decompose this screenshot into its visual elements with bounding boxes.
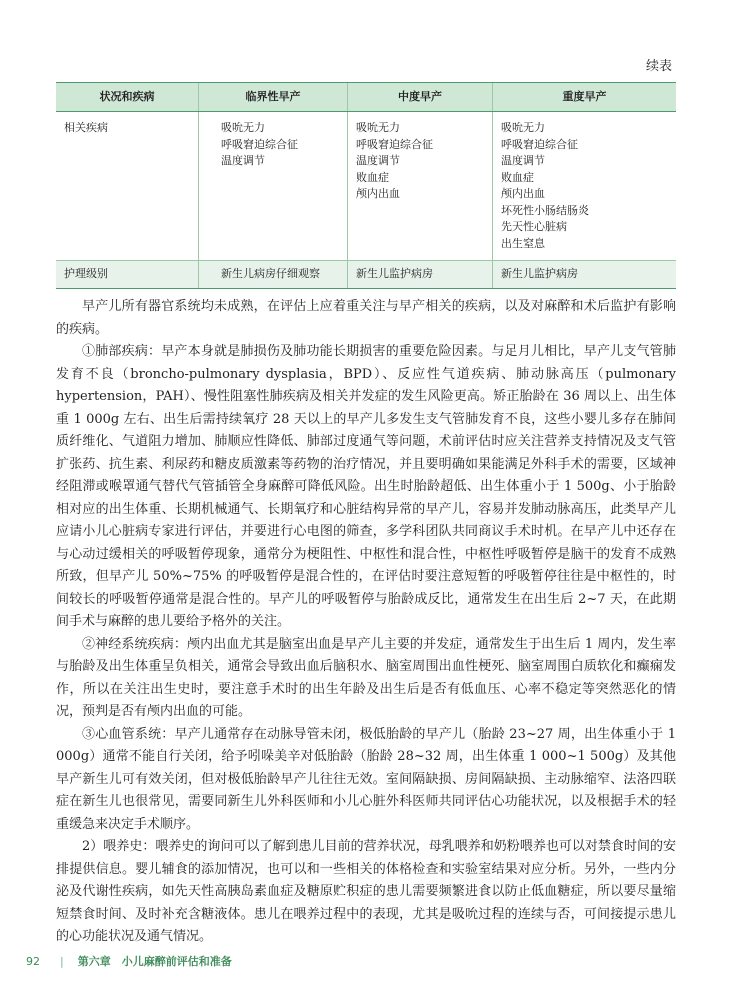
list-item: 新生儿监护病房 xyxy=(501,267,578,280)
list-item: 新生儿监护病房 xyxy=(356,267,433,280)
page-number: 92 xyxy=(26,955,40,968)
list-item: 败血症 xyxy=(501,170,534,184)
severe-nursing xyxy=(493,261,677,289)
header-condition: 状况和疾病 xyxy=(56,83,199,112)
table-row-nursing-level xyxy=(56,261,676,289)
body-text xyxy=(56,296,676,949)
list-item: 吸吮无力 xyxy=(501,121,545,134)
list-item: 颅内出血 xyxy=(501,187,545,200)
list-item: 先天性心脏病 xyxy=(501,220,567,233)
table-row-diseases xyxy=(56,112,676,261)
paragraph-neurological: ②神经系统疾病：颅内出血尤其是脑室出血是早产儿主要的并发症，通常发生于出生后 1 周内，发生率与胎龄及出生体重呈负相关，通常会导致出血后脑积水、脑室周围出血性梗死、脑室周围白质软化和癫痫发作，所以在关注出生史时，要注意手术时的出生年龄及出生后是否有低血压、心率不稳定等突然恶化的情况，预判是否有颅内出血的可能。 xyxy=(56,636,676,719)
list-item: 呼吸窘迫综合征 xyxy=(501,137,578,151)
severe-diseases xyxy=(493,112,677,261)
premature-conditions-table xyxy=(56,82,676,289)
header-severe: 重度早产 xyxy=(493,83,677,112)
paragraph-cardiovascular: ③心血管系统：早产儿通常存在动脉导管未闭，极低胎龄的早产儿（胎龄 23~27 周，出生体重小于 1 000g）通常不能自行关闭，给予吲哚美辛对低胎龄（胎龄 28~32 周，出生体重 1 000~1 500g）及其他早产新生儿可有效关闭，但对极低胎龄早产儿往往无效。室间隔缺损、房间隔缺损、主动脉缩窄、法洛四联症在新生儿也很常见，需要同新生儿外科医师和小儿心脏外科医师共同评估心功能状况，以及根据手术的轻重缓急来决定手术顺序。 xyxy=(56,726,676,832)
moderate-nursing xyxy=(348,261,493,289)
paragraph-intro: 早产儿所有器官系统均未成熟，在评估上应着重关注与早产相关的疾病，以及对麻醉和术后监护有影响的疾病。 xyxy=(56,299,676,337)
list-item: 温度调节 xyxy=(221,154,265,167)
list-item: 吸吮无力 xyxy=(356,121,400,134)
page-footer xyxy=(26,953,706,969)
moderate-diseases xyxy=(348,112,493,261)
list-item: 吸吮无力 xyxy=(221,121,265,134)
paragraph-feeding-history: 2）喂养史：喂养史的询问可以了解到患儿目前的营养状况，母乳喂养和奶粉喂养也可以对禁食时间的安排提供信息。婴儿辅食的添加情况，也可以和一些相关的体格检查和实验室结果对应分析。另外，一些内分泌及代谢性疾病，如先天性高胰岛素血症及糖原贮积症的患儿需要频繁进食以防止低血糖症，所以要尽量缩短禁食时间、及时补充含糖液体。患儿在喂养过程中的表现，尤其是吸吮过程的连续与否，可间接提示患儿的心功能状况及通气情况。 xyxy=(56,839,676,944)
paragraph-pulmonary: ①肺部疾病：早产本身就是肺损伤及肺功能长期损害的重要危险因素。与足月儿相比，早产儿支气管肺发育不良（broncho-pulmonary dysplasia，BPD）、反应性气道疾病、肺动脉高压（pulmonary hypertension，PAH）、慢性阻塞性肺疾病及相关并发症的发生风险更高。矫正胎龄在 36 周以上、出生体重 1 000g 左右、出生后需持续氧疗 28 天以上的早产儿多发生支气管肺发育不良，这些小婴儿多存在肺间质纤维化、气道阻力增加、肺顺应性降低、肺部过度通气等问题，术前评估时应关注营养支持情况及支气管扩张药、抗生素、利尿药和糖皮质激素等药物的治疗情况，并且要明确如果能满足外科手术的需要，区域神经阻滞或喉罩通气替代气管插管全身麻醉可降低风险。出生时胎龄超低、出生体重小于 1 500g、小于胎龄相对应的出生体重、长期机械通气、长期氧疗和心脏结构异常的早产儿，容易并发肺动脉高压，此类早产儿应请小儿心脏病专家进行评估，并要进行心电图的筛查，多学科团队共同商议手术时机。在早产儿中还存在与心动过缓相关的呼吸暂停现象，通常分为梗阻性、中枢性和混合性，中枢性呼吸暂停是脑干的发育不成熟所致，但早产儿 50%~75% 的呼吸暂停是混合性的，在评估时要注意短暂的呼吸暂停往往是中枢性的，时间较长的呼吸暂停通常是混合性的。早产儿的呼吸暂停与胎龄成反比，通常发生在出生后 2~7 天，在此期间手术与麻醉的患儿要给予格外的关注。 xyxy=(56,344,676,629)
header-moderate: 中度早产 xyxy=(348,83,493,112)
list-item: 呼吸窘迫综合征 xyxy=(356,137,433,151)
row-category: 护理级别 xyxy=(56,261,199,289)
list-item: 温度调节 xyxy=(356,154,400,167)
table-header-row xyxy=(56,83,676,112)
list-item: 颅内出血 xyxy=(356,187,400,200)
list-item: 坏死性小肠结肠炎 xyxy=(501,203,589,217)
list-item: 呼吸窘迫综合征 xyxy=(221,137,298,151)
list-item: 出生窒息 xyxy=(501,236,545,250)
row-category: 相关疾病 xyxy=(64,121,108,134)
footer-separator: | xyxy=(60,955,64,968)
chapter-title: 第六章 小儿麻醉前评估和准备 xyxy=(77,955,232,968)
list-item: 新生儿病房仔细观察 xyxy=(221,267,320,280)
list-item: 温度调节 xyxy=(501,154,545,167)
borderline-nursing xyxy=(199,261,348,289)
borderline-diseases xyxy=(199,112,348,261)
list-item: 败血症 xyxy=(356,170,389,184)
continued-label: 续表 xyxy=(645,59,672,74)
header-borderline: 临界性早产 xyxy=(199,83,348,112)
